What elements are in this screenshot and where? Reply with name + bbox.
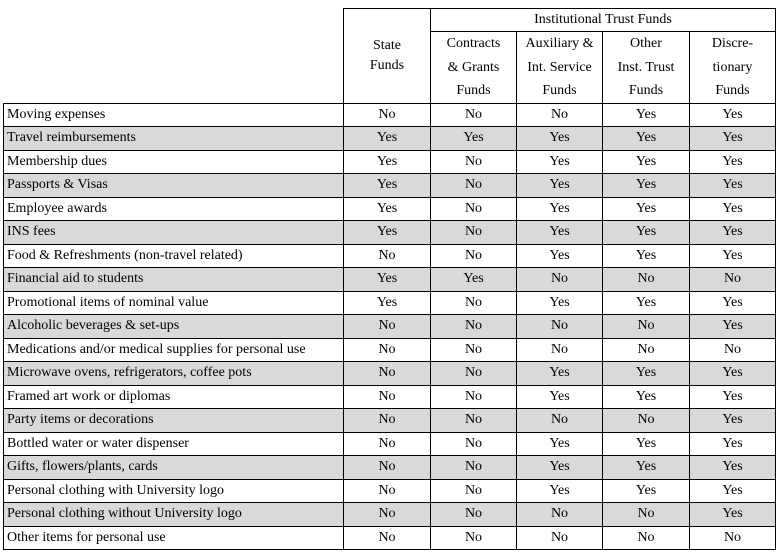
header-col-line: Contracts	[446, 36, 501, 51]
table-cell: No	[603, 503, 690, 527]
table-cell: Yes	[517, 197, 603, 221]
table-cell: Yes	[690, 503, 776, 527]
table-cell: No	[344, 244, 431, 268]
table-cell: Yes	[690, 315, 776, 339]
table-cell: No	[517, 526, 603, 550]
header-state-funds-line2: Funds	[369, 58, 405, 73]
table-cell: No	[431, 221, 517, 245]
header-col-line: Discre-	[711, 36, 754, 51]
table-cell: No	[431, 479, 517, 503]
header-col-line: Funds	[715, 83, 750, 98]
header-col-line: Funds	[456, 83, 491, 98]
table-cell: No	[344, 432, 431, 456]
header-col-line: & Grants	[447, 59, 500, 75]
table-cell: Yes	[517, 479, 603, 503]
row-label: Food & Refreshments (non-travel related)	[4, 244, 344, 268]
header-contracts-grants	[431, 32, 517, 104]
header-col-line: Other	[630, 36, 662, 51]
table-cell: Yes	[690, 244, 776, 268]
table-cell: Yes	[344, 268, 431, 292]
table-cell: No	[344, 503, 431, 527]
table-row	[4, 103, 776, 127]
table-cell: Yes	[517, 150, 603, 174]
header-state-funds-line1: State	[373, 38, 401, 53]
table-cell: No	[517, 103, 603, 127]
row-label: Membership dues	[4, 150, 344, 174]
table-cell: No	[517, 268, 603, 292]
row-label: INS fees	[4, 221, 344, 245]
table-cell: No	[603, 409, 690, 433]
header-col-line: Funds	[628, 83, 664, 98]
table-cell: Yes	[344, 150, 431, 174]
table-row	[4, 150, 776, 174]
table-cell: No	[431, 503, 517, 527]
table-cell: Yes	[690, 221, 776, 245]
table-cell: No	[344, 479, 431, 503]
table-cell: Yes	[603, 174, 690, 198]
table-cell: Yes	[603, 127, 690, 151]
table-cell: Yes	[517, 244, 603, 268]
table-cell: No	[431, 150, 517, 174]
header-auxiliary-int-service	[517, 32, 603, 104]
header-col-line: Funds	[542, 83, 577, 98]
funds-table-container	[3, 8, 776, 550]
table-cell: Yes	[344, 197, 431, 221]
row-label: Financial aid to students	[4, 268, 344, 292]
row-label: Other items for personal use	[4, 526, 344, 550]
table-cell: Yes	[603, 150, 690, 174]
table-row	[4, 127, 776, 151]
table-cell: No	[344, 315, 431, 339]
table-row	[4, 503, 776, 527]
table-cell: Yes	[690, 362, 776, 386]
table-cell: Yes	[517, 432, 603, 456]
table-row	[4, 338, 776, 362]
table-cell: No	[690, 338, 776, 362]
table-cell: No	[431, 385, 517, 409]
row-label: Moving expenses	[4, 103, 344, 127]
table-cell: Yes	[603, 197, 690, 221]
table-cell: No	[431, 291, 517, 315]
table-row	[4, 432, 776, 456]
table-cell: Yes	[517, 291, 603, 315]
table-cell: Yes	[603, 385, 690, 409]
row-label: Microwave ovens, refrigerators, coffee pots	[4, 362, 344, 386]
table-cell: No	[517, 409, 603, 433]
table-cell: Yes	[690, 479, 776, 503]
table-cell: No	[517, 503, 603, 527]
table-cell: Yes	[690, 385, 776, 409]
header-other-inst-trust	[603, 32, 690, 104]
table-cell: Yes	[517, 221, 603, 245]
table-cell: No	[603, 268, 690, 292]
row-label: Bottled water or water dispenser	[4, 432, 344, 456]
row-label: Travel reimbursements	[4, 127, 344, 151]
row-label: Alcoholic beverages & set-ups	[4, 315, 344, 339]
table-cell: Yes	[690, 150, 776, 174]
table-cell: Yes	[690, 456, 776, 480]
table-cell: No	[344, 409, 431, 433]
table-cell: No	[431, 244, 517, 268]
table-row	[4, 244, 776, 268]
table-cell: No	[431, 315, 517, 339]
table-cell: Yes	[344, 127, 431, 151]
table-cell: No	[431, 432, 517, 456]
table-cell: Yes	[344, 291, 431, 315]
table-row	[4, 456, 776, 480]
table-cell: Yes	[517, 362, 603, 386]
table-cell: Yes	[690, 127, 776, 151]
table-cell: Yes	[517, 174, 603, 198]
allowable-expenses-table	[3, 8, 776, 550]
row-label: Passports & Visas	[4, 174, 344, 198]
header-discretionary	[690, 32, 776, 104]
table-cell: Yes	[431, 127, 517, 151]
table-cell: Yes	[517, 385, 603, 409]
table-cell: No	[603, 315, 690, 339]
header-row-group	[4, 9, 776, 32]
table-cell: No	[431, 174, 517, 198]
table-row	[4, 526, 776, 550]
row-label: Party items or decorations	[4, 409, 344, 433]
table-cell: Yes	[603, 479, 690, 503]
header-col-line: Inst. Trust	[617, 59, 675, 75]
table-cell: No	[431, 456, 517, 480]
table-cell: No	[344, 456, 431, 480]
table-cell: No	[344, 362, 431, 386]
table-cell: Yes	[517, 456, 603, 480]
table-row	[4, 268, 776, 292]
table-cell: Yes	[603, 244, 690, 268]
table-cell: No	[517, 315, 603, 339]
table-cell: Yes	[603, 103, 690, 127]
table-cell: No	[603, 338, 690, 362]
table-cell: Yes	[690, 432, 776, 456]
table-cell: Yes	[603, 456, 690, 480]
table-cell: No	[431, 409, 517, 433]
table-row	[4, 291, 776, 315]
table-row	[4, 362, 776, 386]
table-cell: No	[344, 385, 431, 409]
table-row	[4, 409, 776, 433]
header-state-funds	[344, 9, 431, 104]
table-cell: No	[431, 197, 517, 221]
header-corner-blank	[4, 9, 344, 104]
table-cell: Yes	[603, 291, 690, 315]
table-row	[4, 174, 776, 198]
table-cell: No	[344, 103, 431, 127]
row-label: Medications and/or medical supplies for personal use	[4, 338, 344, 362]
table-cell: No	[431, 338, 517, 362]
table-row	[4, 197, 776, 221]
table-row	[4, 385, 776, 409]
row-label: Personal clothing without University logo	[4, 503, 344, 527]
table-body	[4, 103, 776, 550]
row-label: Personal clothing with University logo	[4, 479, 344, 503]
table-cell: Yes	[690, 409, 776, 433]
header-institutional-trust-funds: Institutional Trust Funds	[431, 9, 776, 32]
table-cell: No	[344, 526, 431, 550]
table-cell: No	[431, 103, 517, 127]
table-cell: No	[603, 526, 690, 550]
header-col-line: Int. Service	[527, 59, 592, 75]
table-cell: Yes	[690, 174, 776, 198]
table-cell: Yes	[344, 221, 431, 245]
table-cell: Yes	[603, 221, 690, 245]
table-cell: No	[431, 362, 517, 386]
table-row	[4, 221, 776, 245]
table-cell: No	[344, 338, 431, 362]
table-cell: Yes	[690, 291, 776, 315]
table-cell: No	[690, 268, 776, 292]
table-cell: Yes	[690, 197, 776, 221]
row-label: Framed art work or diplomas	[4, 385, 344, 409]
table-cell: Yes	[603, 362, 690, 386]
table-row	[4, 479, 776, 503]
table-cell: No	[431, 526, 517, 550]
row-label: Employee awards	[4, 197, 344, 221]
table-cell: Yes	[690, 103, 776, 127]
table-cell: No	[517, 338, 603, 362]
table-cell: Yes	[603, 432, 690, 456]
table-row	[4, 315, 776, 339]
header-col-line: Auxiliary &	[525, 36, 594, 51]
table-cell: Yes	[344, 174, 431, 198]
row-label: Gifts, flowers/plants, cards	[4, 456, 344, 480]
table-cell: Yes	[517, 127, 603, 151]
table-cell: Yes	[431, 268, 517, 292]
header-col-line: tionary	[712, 59, 753, 75]
table-cell: No	[690, 526, 776, 550]
row-label: Promotional items of nominal value	[4, 291, 344, 315]
